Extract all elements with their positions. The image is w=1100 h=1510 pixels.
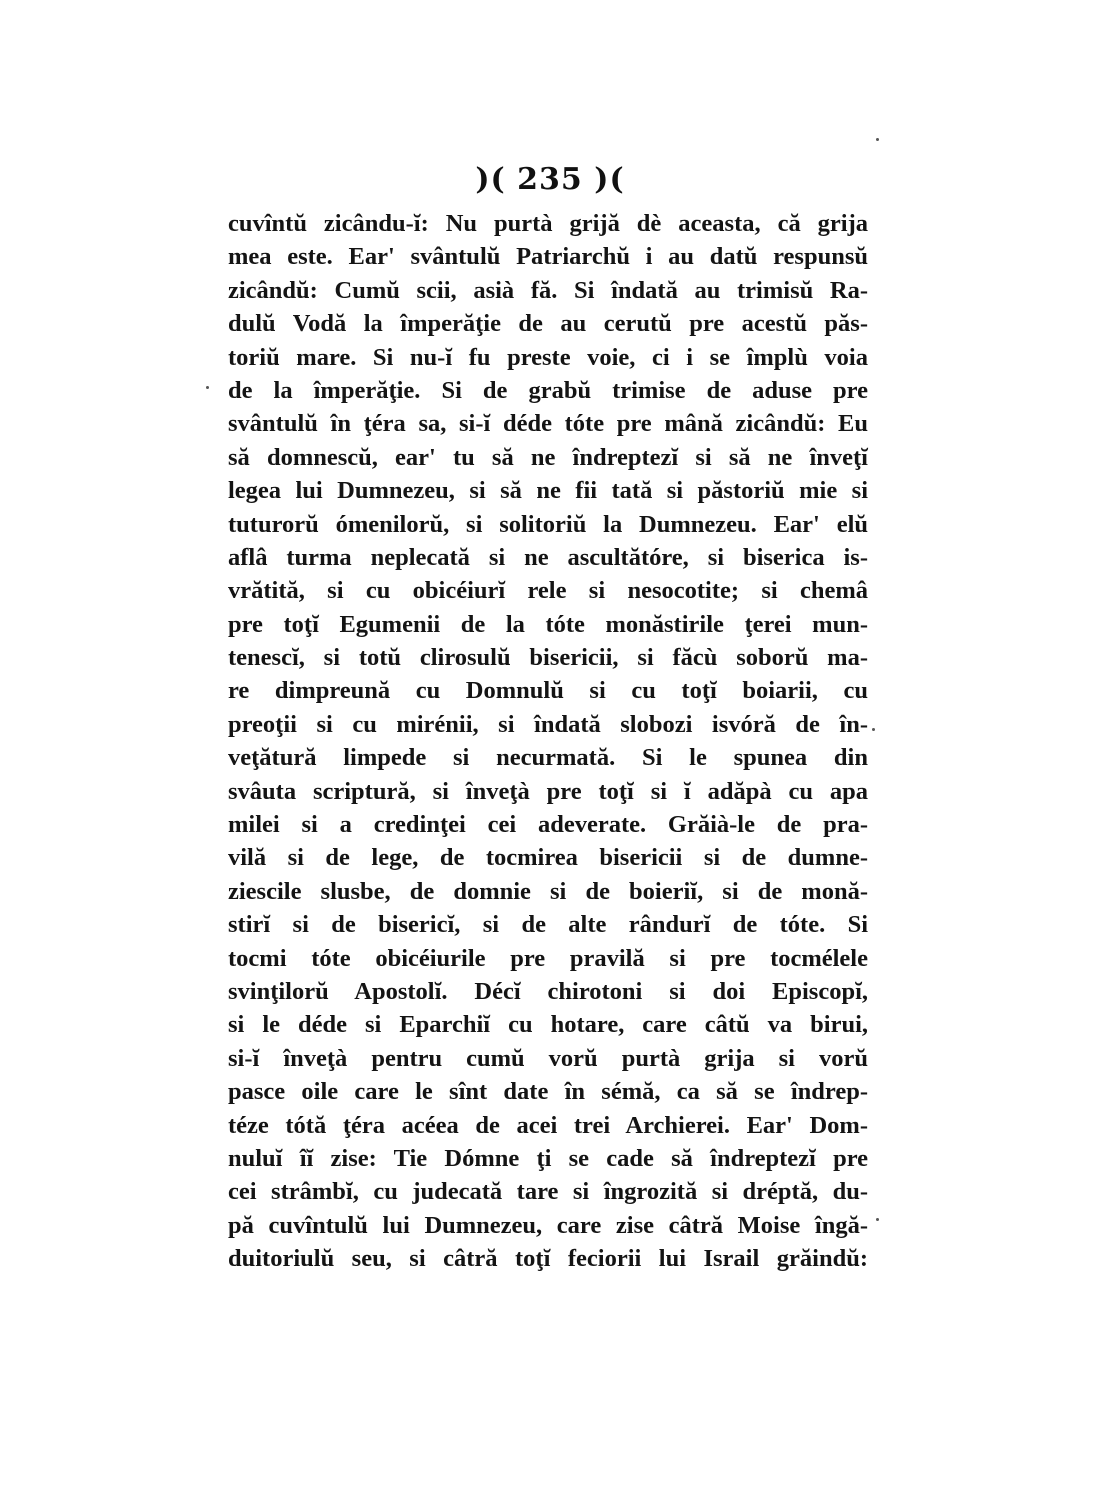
scan-speck [872,728,875,731]
scan-speck [876,138,879,141]
text-line: pre toţĭ Egumenii de la tóte monăstirile ţerei mun- [228,610,868,638]
text-line: cei strâmbĭ, cu judecată tare si îngrozită si dréptă, du- [228,1178,868,1206]
text-line: să domnescŭ, ear' tu să ne îndreptezĭ si să ne înveţĭ [228,443,868,471]
text-line: re dimpreună cu Domnulŭ si cu toţĭ boiarii, cu [228,677,868,705]
text-line: nuluĭ îĭ zise: Tie Dómne ţi se cade să îndreptezĭ pre [228,1144,868,1172]
scan-speck [206,386,209,389]
scan-speck [876,1218,879,1221]
text-line: preoţii si cu mirénii, si îndată slobozi isvóră de în- [228,710,868,738]
text-line: mea este. Ear' svântulŭ Patriarchŭ i au datŭ respunsŭ [228,243,868,271]
text-line: duitoriulŭ seu, si câtră toţĭ feciorii lui Israil grăindŭ: [228,1245,868,1273]
text-line: stirĭ si de bisericĭ, si de alte rândurĭ de tóte. Si [228,911,868,939]
text-line: dulŭ Vodă la împerăţie de au cerutŭ pre acestŭ păs- [228,310,868,338]
text-line: pasce oile care le sînt date în sémă, ca să se îndrep- [228,1078,868,1106]
text-line: legea lui Dumnezeu, si să ne fii tată si păstoriŭ mie si [228,477,868,505]
text-line: svântulŭ în ţéra sa, si-ĭ déde tóte pre mână zicândŭ: Eu [228,410,868,438]
text-line: vilă si de lege, de tocmirea bisericii si de dumne- [228,844,868,872]
text-line: tenescĭ, si totŭ clirosulŭ bisericii, si făcù soborŭ ma- [228,644,868,672]
text-line: svâuta scriptură, si înveţà pre toţĭ si ĭ adăpà cu apa [228,777,868,805]
text-line: ziescile slusbe, de domnie si de boieriĭ, si de monă- [228,877,868,905]
text-line: zicândŭ: Cumŭ scii, asià fă. Si îndată au trimisŭ Ra- [228,276,868,304]
text-line: toriŭ mare. Si nu-ĭ fu preste voie, ci i se împlù voia [228,343,868,371]
text-line: cuvîntŭ zicându-ĭ: Nu purtà grijă dè aceasta, că grija [228,210,868,237]
text-line: aflâ turma neplecată si ne ascultătóre, si biserica is- [228,543,868,571]
text-line: tocmi tóte obicéiurile pre pravilă si pre tocmélele [228,944,868,972]
text-line: pă cuvîntulŭ lui Dumnezeu, care zise câtră Moise îngă- [228,1211,868,1239]
page-number: )( 235 )( [475,162,625,197]
text-line: téze tótă ţéra acéea de acei trei Archierei. Ear' Dom- [228,1111,868,1139]
text-line: tuturorŭ ómenilorŭ, si solitoriŭ la Dumnezeu. Ear' elŭ [228,510,868,538]
text-line: si le déde si Eparchiĭ cu hotare, care câtŭ va birui, [228,1011,868,1039]
text-line: milei si a credinţei cei adeverate. Grăià-le de pra- [228,811,868,839]
body-text [228,207,868,1276]
text-line: vrătită, si cu obicéiurĭ rele si nesocotite; si chemâ [228,577,868,605]
text-line: veţătură limpede si necurmată. Si le spunea din [228,744,868,772]
text-line: de la împerăţie. Si de grabŭ trimise de aduse pre [228,376,868,404]
text-line: svinţilorŭ Apostolĭ. Décĭ chirotoni si doi Episcopĭ, [228,977,868,1005]
text-line: si-ĭ înveţà pentru cumŭ vorŭ purtà grija si vorŭ [228,1044,868,1072]
